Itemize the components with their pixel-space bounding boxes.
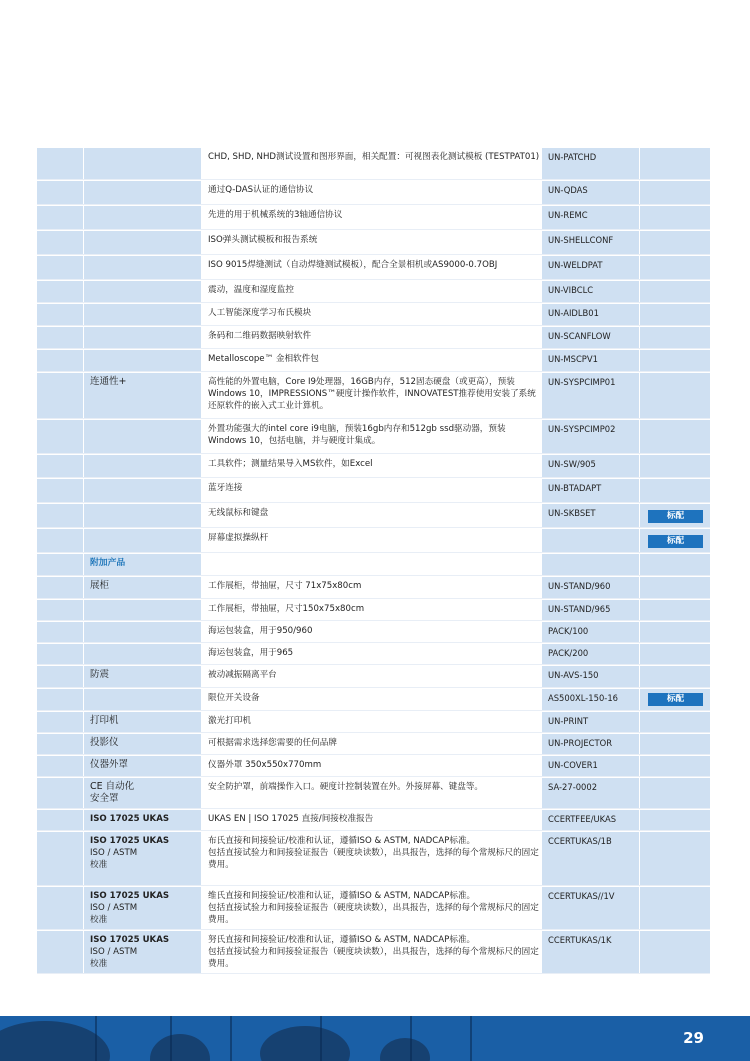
category-label: ISO / ASTM xyxy=(90,848,138,858)
description-text: 工作展柜，带抽屉，尺寸 71x75x80cm xyxy=(208,581,362,591)
standard-cell xyxy=(640,644,710,665)
row-margin-cell xyxy=(37,887,83,930)
standard-cell xyxy=(640,778,710,809)
description-cell xyxy=(202,304,541,326)
description-cell xyxy=(202,181,541,205)
product-code-cell: UN-AVS-150 xyxy=(542,666,639,688)
row-divider xyxy=(37,830,710,831)
row-margin-cell xyxy=(37,373,83,419)
category-cell xyxy=(84,455,201,478)
row-margin-cell xyxy=(37,622,83,643)
description-text: 被动减振隔离平台 xyxy=(208,670,277,680)
row-divider xyxy=(37,229,710,230)
product-code-cell: UN-VIBCLC xyxy=(542,281,639,303)
row-divider xyxy=(37,710,710,711)
description-cell xyxy=(202,644,541,665)
category-label: CE 自动化 xyxy=(90,781,135,792)
description-text: 努氏直接和间接验证/校准和认证，遵循ISO & ASTM, NADCAP标准。 xyxy=(208,935,476,945)
standard-badge: 标配 xyxy=(648,693,703,706)
description-text: 工作展柜，带抽屉，尺寸150x75x80cm xyxy=(208,604,365,614)
options-table xyxy=(37,148,710,975)
row-divider xyxy=(37,575,710,576)
row-margin-cell xyxy=(37,600,83,621)
row-divider xyxy=(37,552,710,553)
row-divider xyxy=(37,453,710,454)
row-divider xyxy=(37,527,710,528)
category-cell xyxy=(84,231,201,255)
row-divider xyxy=(37,418,710,419)
category-label: ISO 17025 UKAS xyxy=(90,814,170,824)
row-divider xyxy=(37,776,710,777)
category-label: 校准 xyxy=(90,915,108,925)
standard-cell xyxy=(640,256,710,280)
product-code-cell: UN-PRINT xyxy=(542,712,639,733)
row-margin-cell xyxy=(37,327,83,349)
row-margin-cell xyxy=(37,281,83,303)
row-divider xyxy=(37,732,710,733)
product-code-cell: UN-STAND/965 xyxy=(542,600,639,621)
category-cell xyxy=(84,734,201,755)
description-text: 布氏直接和间接验证/校准和认证，遵循ISO & ASTM, NADCAP标准。 xyxy=(208,836,476,846)
category-cell xyxy=(84,304,201,326)
row-margin-cell xyxy=(37,231,83,255)
product-code-cell: UN-WELDPAT xyxy=(542,256,639,280)
description-text: ISO 9015焊缝测试（自动焊缝测试模板），配合全景相机或AS9000-0.7OBJ xyxy=(208,260,498,270)
standard-cell xyxy=(640,148,710,180)
table-row xyxy=(37,778,710,809)
table-row xyxy=(37,455,710,478)
standard-cell xyxy=(640,420,710,454)
description-cell xyxy=(202,778,541,809)
row-margin-cell xyxy=(37,350,83,372)
category-label: 仪器外罩 xyxy=(90,759,129,770)
category-cell xyxy=(84,350,201,372)
product-code-cell: PACK/100 xyxy=(542,622,639,643)
table-row xyxy=(37,644,710,665)
row-margin-cell xyxy=(37,810,83,831)
row-margin-cell xyxy=(37,420,83,454)
description-cell xyxy=(202,148,541,180)
table-row xyxy=(37,304,710,326)
table-row xyxy=(37,231,710,255)
standard-cell xyxy=(640,887,710,930)
category-cell xyxy=(84,666,201,688)
row-margin-cell xyxy=(37,577,83,599)
description-text: 安全防护罩，前端操作入口。硬度计控制装置在外。外接屏幕、键盘等。 xyxy=(208,782,484,792)
table-row xyxy=(37,373,710,419)
standard-cell xyxy=(640,529,710,553)
description-text: 震动，温度和湿度监控 xyxy=(208,285,294,295)
product-code-cell: PACK/200 xyxy=(542,644,639,665)
category-cell xyxy=(84,256,201,280)
row-margin-cell xyxy=(37,304,83,326)
category-cell xyxy=(84,554,201,576)
row-margin-cell xyxy=(37,554,83,576)
description-cell xyxy=(202,420,541,454)
category-cell xyxy=(84,832,201,886)
row-divider xyxy=(37,598,710,599)
description-text: 限位开关设备 xyxy=(208,693,260,703)
category-cell xyxy=(84,148,201,180)
standard-cell xyxy=(640,689,710,711)
page-number: 29 xyxy=(683,1029,704,1047)
description-cell xyxy=(202,810,541,831)
row-divider xyxy=(37,477,710,478)
row-divider xyxy=(37,754,710,755)
category-label: ISO 17025 UKAS xyxy=(90,935,170,945)
standard-cell xyxy=(640,600,710,621)
table-row xyxy=(37,479,710,503)
description-text: 通过Q-DAS认证的通信协议 xyxy=(208,185,314,195)
description-text: 屏幕虚拟操纵杆 xyxy=(208,533,269,543)
description-text: CHD, SHD, NHD测试设置和图形界面，相关配置：可视图表化测试模板 (TESTPAT01) xyxy=(208,152,540,162)
row-margin-cell xyxy=(37,256,83,280)
category-cell xyxy=(84,778,201,809)
standard-cell xyxy=(640,622,710,643)
row-divider xyxy=(37,254,710,255)
row-margin-cell xyxy=(37,778,83,809)
standard-cell xyxy=(640,554,710,576)
standard-cell xyxy=(640,231,710,255)
description-text: 仪器外罩 350x550x770mm xyxy=(208,760,322,770)
description-cell xyxy=(202,554,541,576)
product-code-cell: UN-COVER1 xyxy=(542,756,639,777)
table-row xyxy=(37,622,710,643)
description-text: 海运包装盒，用于965 xyxy=(208,648,294,658)
row-margin-cell xyxy=(37,734,83,755)
category-label: 防震 xyxy=(90,669,110,680)
category-label: ISO / ASTM xyxy=(90,903,138,913)
row-divider xyxy=(37,302,710,303)
description-text: Metalloscope™ 金相软件包 xyxy=(208,354,319,364)
category-label: 展柜 xyxy=(90,580,110,591)
category-cell xyxy=(84,644,201,665)
description-text: 无线鼠标和键盘 xyxy=(208,508,269,518)
standard-cell xyxy=(640,577,710,599)
product-code-cell: UN-SKBSET xyxy=(542,504,639,528)
description-cell xyxy=(202,666,541,688)
category-cell xyxy=(84,712,201,733)
description-text: 激光打印机 xyxy=(208,716,251,726)
row-margin-cell xyxy=(37,529,83,553)
product-code-cell: UN-BTADAPT xyxy=(542,479,639,503)
description-text: 蓝牙连接 xyxy=(208,483,243,493)
table-row xyxy=(37,350,710,372)
standard-cell xyxy=(640,181,710,205)
description-cell xyxy=(202,734,541,755)
category-label: 安全罩 xyxy=(90,793,119,804)
description-text: 外置功能强大的intel core i9电脑，预装16gb内存和512gb ssd驱动器，预装Windows 10，包括电脑，并与硬度计集成。 xyxy=(208,424,506,446)
description-text: 可根据需求选择您需要的任何品牌 xyxy=(208,738,337,748)
category-label: 投影仪 xyxy=(90,737,119,748)
description-text: UKAS EN | ISO 17025 直接/间接校准报告 xyxy=(208,814,374,824)
standard-cell xyxy=(640,455,710,478)
row-margin-cell xyxy=(37,756,83,777)
standard-cell xyxy=(640,931,710,974)
category-label: 打印机 xyxy=(90,715,119,726)
row-margin-cell xyxy=(37,666,83,688)
description-text: 工具软件；测量结果导入MS软件，如Excel xyxy=(208,459,373,469)
footer-banner xyxy=(0,1016,750,1061)
category-cell xyxy=(84,327,201,349)
row-divider xyxy=(37,808,710,809)
product-code-cell: AS500XL-150-16 xyxy=(542,689,639,711)
standard-cell xyxy=(640,504,710,528)
category-cell xyxy=(84,181,201,205)
description-cell xyxy=(202,756,541,777)
standard-cell xyxy=(640,373,710,419)
row-divider xyxy=(37,325,710,326)
category-label: 校准 xyxy=(90,860,108,870)
category-label: 连通性+ xyxy=(90,376,127,387)
description-text: 先进的用于机械系统的3轴通信协议 xyxy=(208,210,343,220)
product-code-cell xyxy=(542,529,639,553)
row-margin-cell xyxy=(37,712,83,733)
table-row xyxy=(37,810,710,831)
product-code-cell: UN-SHELLCONF xyxy=(542,231,639,255)
category-cell xyxy=(84,600,201,621)
row-divider xyxy=(37,371,710,372)
table-row xyxy=(37,712,710,733)
description-cell xyxy=(202,350,541,372)
category-label: ISO 17025 UKAS xyxy=(90,836,170,846)
category-label: 校准 xyxy=(90,959,108,969)
table-row xyxy=(37,689,710,711)
row-margin-cell xyxy=(37,148,83,180)
table-row xyxy=(37,756,710,777)
product-code-cell: UN-SCANFLOW xyxy=(542,327,639,349)
table-row xyxy=(37,577,710,599)
category-cell xyxy=(84,887,201,930)
row-margin-cell xyxy=(37,206,83,230)
row-divider xyxy=(37,929,710,930)
row-margin-cell xyxy=(37,644,83,665)
standard-cell xyxy=(640,756,710,777)
description-cell xyxy=(202,504,541,528)
description-cell xyxy=(202,689,541,711)
table-row xyxy=(37,832,710,886)
description-cell xyxy=(202,529,541,553)
row-divider xyxy=(37,279,710,280)
row-divider xyxy=(37,620,710,621)
product-code-cell: UN-STAND/960 xyxy=(542,577,639,599)
description-cell xyxy=(202,600,541,621)
table-row xyxy=(37,600,710,621)
category-cell xyxy=(84,689,201,711)
standard-cell xyxy=(640,666,710,688)
row-divider xyxy=(37,204,710,205)
table-row xyxy=(37,931,710,974)
description-text: 包括直接试验力和间接验证报告（硬度块读数），出具报告，选择的每个常规标尺的固定费用。 xyxy=(208,947,539,969)
description-text: 包括直接试验力和间接验证报告（硬度块读数），出具报告，选择的每个常规标尺的固定费用。 xyxy=(208,848,539,870)
row-divider xyxy=(37,642,710,643)
product-code-cell: UN-SW/905 xyxy=(542,455,639,478)
table-row xyxy=(37,420,710,454)
row-margin-cell xyxy=(37,689,83,711)
description-cell xyxy=(202,887,541,930)
table-row xyxy=(37,206,710,230)
description-cell xyxy=(202,327,541,349)
row-margin-cell xyxy=(37,832,83,886)
description-text: 维氏直接和间接验证/校准和认证，遵循ISO & ASTM, NADCAP标准。 xyxy=(208,891,476,901)
table-row xyxy=(37,327,710,349)
row-divider xyxy=(37,973,710,974)
table-row xyxy=(37,734,710,755)
row-margin-cell xyxy=(37,479,83,503)
description-text: 条码和二维码数据映射软件 xyxy=(208,331,312,341)
standard-cell xyxy=(640,712,710,733)
standard-cell xyxy=(640,206,710,230)
description-cell xyxy=(202,479,541,503)
table-row xyxy=(37,529,710,553)
product-code-cell: UN-PROJECTOR xyxy=(542,734,639,755)
product-code-cell: CCERTUKAS//1V xyxy=(542,887,639,930)
product-code-cell xyxy=(542,554,639,576)
row-divider xyxy=(37,885,710,886)
category-label: ISO / ASTM xyxy=(90,947,138,957)
product-code-cell: CCERTUKAS/1K xyxy=(542,931,639,974)
standard-cell xyxy=(640,327,710,349)
table-row xyxy=(37,504,710,528)
row-divider xyxy=(37,687,710,688)
category-cell xyxy=(84,504,201,528)
category-cell xyxy=(84,622,201,643)
description-cell xyxy=(202,206,541,230)
product-code-cell: UN-REMC xyxy=(542,206,639,230)
description-cell xyxy=(202,281,541,303)
row-margin-cell xyxy=(37,181,83,205)
standard-cell xyxy=(640,350,710,372)
standard-cell xyxy=(640,304,710,326)
table-row xyxy=(37,666,710,688)
description-cell xyxy=(202,622,541,643)
category-cell xyxy=(84,810,201,831)
description-cell xyxy=(202,231,541,255)
description-cell xyxy=(202,577,541,599)
product-code-cell: SA-27-0002 xyxy=(542,778,639,809)
table-row xyxy=(37,148,710,180)
category-cell xyxy=(84,281,201,303)
description-text: 海运包装盒，用于950/960 xyxy=(208,626,313,636)
standard-badge: 标配 xyxy=(648,510,703,523)
product-code-cell: UN-MSCPV1 xyxy=(542,350,639,372)
row-divider xyxy=(37,179,710,180)
row-margin-cell xyxy=(37,931,83,974)
row-margin-cell xyxy=(37,504,83,528)
table-row xyxy=(37,181,710,205)
standard-cell xyxy=(640,479,710,503)
description-text: 高性能的外置电脑，Core I9处理器，16GB内存，512固态硬盘（或更高），预装Windows 10，IMPRESSIONS™硬度计操作软件，INNOVATEST推荐使用安装了系统还原软件的嵌入式工业计算机。 xyxy=(208,377,536,411)
row-divider xyxy=(37,348,710,349)
product-code-cell: CCERTFEE/UKAS xyxy=(542,810,639,831)
category-label: 附加产品 xyxy=(90,558,126,568)
category-cell xyxy=(84,931,201,974)
category-cell xyxy=(84,756,201,777)
category-cell xyxy=(84,479,201,503)
standard-cell xyxy=(640,832,710,886)
description-text: 包括直接试验力和间接验证报告（硬度块读数），出具报告，选择的每个常规标尺的固定费用。 xyxy=(208,903,539,925)
product-code-cell: UN-PATCHD xyxy=(542,148,639,180)
standard-badge: 标配 xyxy=(648,535,703,548)
standard-cell xyxy=(640,281,710,303)
description-cell xyxy=(202,455,541,478)
row-divider xyxy=(37,502,710,503)
description-cell xyxy=(202,256,541,280)
category-cell xyxy=(84,420,201,454)
standard-cell xyxy=(640,734,710,755)
category-label: ISO 17025 UKAS xyxy=(90,891,170,901)
category-cell xyxy=(84,206,201,230)
description-text: ISO弹头测试模板和报告系统 xyxy=(208,235,318,245)
description-text: 人工智能深度学习布氏模块 xyxy=(208,308,312,318)
category-cell xyxy=(84,373,201,419)
description-cell xyxy=(202,373,541,419)
description-cell xyxy=(202,712,541,733)
table-row xyxy=(37,256,710,280)
product-code-cell: UN-SYSPCIMP01 xyxy=(542,373,639,419)
product-code-cell: CCERTUKAS/1B xyxy=(542,832,639,886)
category-cell xyxy=(84,577,201,599)
table-row xyxy=(37,554,710,576)
row-divider xyxy=(37,664,710,665)
table-row xyxy=(37,281,710,303)
product-code-cell: UN-QDAS xyxy=(542,181,639,205)
category-cell xyxy=(84,529,201,553)
table-row xyxy=(37,887,710,930)
row-margin-cell xyxy=(37,455,83,478)
standard-cell xyxy=(640,810,710,831)
product-code-cell: UN-SYSPCIMP02 xyxy=(542,420,639,454)
product-code-cell: UN-AIDLB01 xyxy=(542,304,639,326)
description-cell xyxy=(202,931,541,974)
description-cell xyxy=(202,832,541,886)
